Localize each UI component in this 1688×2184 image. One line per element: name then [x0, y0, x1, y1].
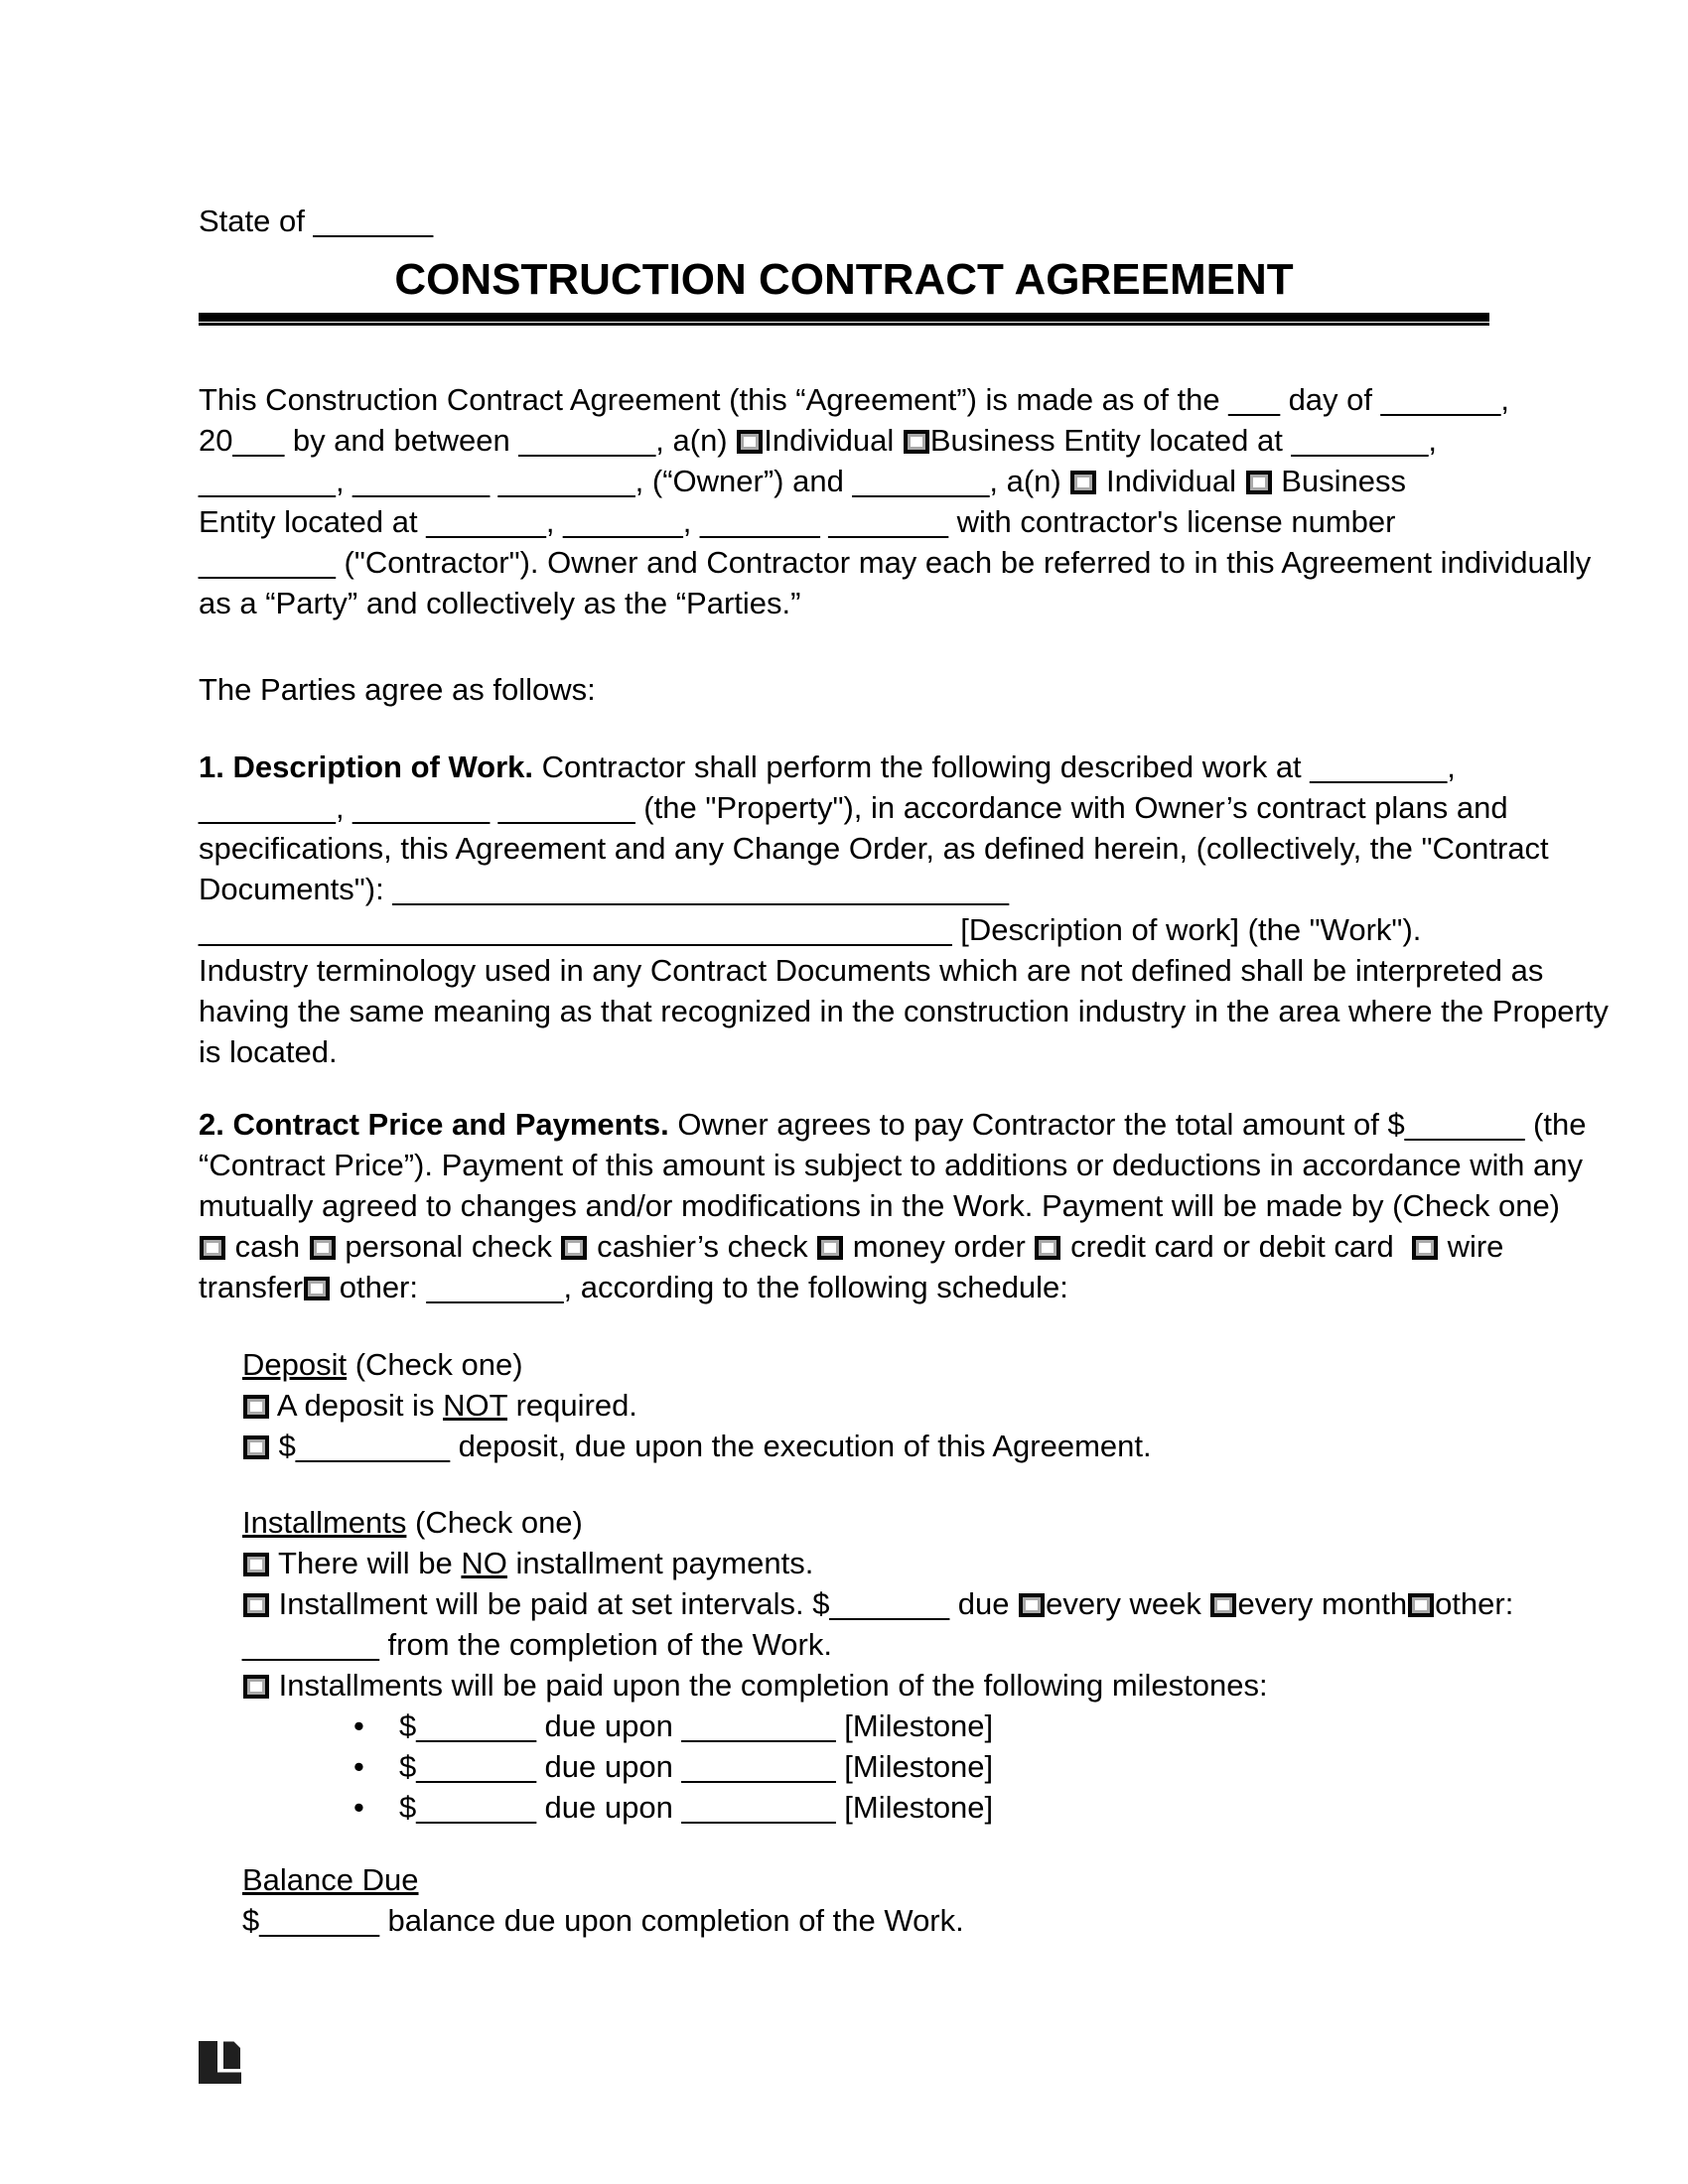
- contractor-zip-blank[interactable]: _______: [828, 504, 949, 539]
- contract-price-blank[interactable]: _______: [1404, 1107, 1525, 1142]
- balance-due-line: $_______ balance due upon completion of the Work.: [242, 1903, 964, 1938]
- installments-option-milestones: Installments will be paid upon the completion of the following milestones:: [242, 1665, 1489, 1706]
- contractor-city-blank[interactable]: _______: [563, 504, 683, 539]
- property-city-blank[interactable]: ________: [199, 790, 336, 825]
- title-rule: [199, 313, 1489, 326]
- payment-other-checkbox[interactable]: [304, 1277, 330, 1300]
- owner-state-blank[interactable]: ________: [352, 464, 491, 498]
- document-title: CONSTRUCTION CONTRACT AGREEMENT: [394, 255, 1294, 304]
- intro-line: ________ ("Contractor"). Owner and Contractor may each be referred to in this Agreement individually: [199, 545, 1592, 580]
- deposit-amount-blank[interactable]: _________: [295, 1429, 451, 1463]
- state-of-blank[interactable]: _______: [313, 204, 434, 238]
- parties-agree-line: The Parties agree as follows:: [199, 672, 596, 707]
- section-2-line: 2. Contract Price and Payments. Owner agrees to pay Contractor the total amount of $_______ (the: [199, 1107, 1587, 1142]
- license-number-blank[interactable]: ________: [199, 545, 336, 580]
- milestone-3-amount-blank[interactable]: _______: [416, 1790, 536, 1825]
- payment-cashiers-check-checkbox[interactable]: [561, 1236, 587, 1260]
- milestone-item-1: • $_______ due upon _________ [Milestone]: [242, 1706, 1489, 1746]
- owner-street-address-blank[interactable]: ________: [1291, 423, 1429, 458]
- milestone-3-name-blank[interactable]: _________: [681, 1790, 836, 1825]
- legal-templates-logo-icon: [199, 2041, 241, 2084]
- property-zip-blank[interactable]: ________: [497, 790, 635, 825]
- owner-name-blank[interactable]: ________: [518, 423, 656, 458]
- milestone-1-name-blank[interactable]: _________: [681, 1708, 836, 1743]
- deposit-option-not-required: A deposit is NOT required.: [242, 1385, 1489, 1426]
- payment-other-blank[interactable]: ________: [426, 1270, 564, 1304]
- deposit-heading: Deposit: [242, 1347, 348, 1382]
- section-2-heading: 2. Contract Price and Payments.: [199, 1107, 669, 1142]
- installment-amount-blank[interactable]: _______: [829, 1586, 950, 1621]
- intro-line: ________, ________ ________, (“Owner”) and ________, a(n) Individual Business: [199, 464, 1406, 498]
- section-1-line: Documents"): ____________________________________: [199, 872, 1010, 906]
- balance-due-section: [242, 1859, 1489, 1941]
- milestone-2-amount-blank[interactable]: _______: [416, 1749, 536, 1784]
- day-blank[interactable]: ___: [1228, 382, 1280, 417]
- milestone-1-amount-blank[interactable]: _______: [416, 1708, 536, 1743]
- bullet-icon: •: [353, 1749, 364, 1784]
- balance-due-heading: Balance Due: [242, 1862, 419, 1897]
- no-installment-payments-checkbox[interactable]: [243, 1553, 269, 1576]
- interval-every-month-checkbox[interactable]: [1210, 1593, 1236, 1617]
- deposit-option-amount: $_________ deposit, due upon the execution of this Agreement.: [242, 1426, 1489, 1466]
- section-1-line: 1. Description of Work. Contractor shall perform the following described work at ________,: [199, 750, 1456, 784]
- intro-line: 20___ by and between ________, a(n) Individual Business Entity located at ________,: [199, 423, 1437, 458]
- section-1-line: specifications, this Agreement and any Change Order, as defined herein, (collectively, the "Contract: [199, 831, 1549, 866]
- installments-option-none: There will be NO installment payments.: [242, 1543, 1489, 1583]
- parties-agree-clause: [199, 669, 1489, 710]
- state-of-label: State of: [199, 204, 314, 238]
- payment-cash-checkbox[interactable]: [200, 1236, 225, 1260]
- year-blank[interactable]: ___: [232, 423, 285, 458]
- contractor-name-blank[interactable]: ________: [852, 464, 990, 498]
- intro-line: as a “Party” and collectively as the “Parties.”: [199, 586, 801, 620]
- section-1-description-of-work: [199, 747, 1609, 1072]
- payment-personal-check-checkbox[interactable]: [310, 1236, 336, 1260]
- contractor-state-blank[interactable]: _______: [700, 504, 820, 539]
- installments-option-intervals-continued: ________ from the completion of the Work.: [242, 1627, 832, 1662]
- milestone-item-2: • $_______ due upon _________ [Milestone]: [242, 1746, 1489, 1787]
- milestone-item-3: • $_______ due upon _________ [Milestone]: [242, 1787, 1489, 1828]
- not-emphasis: NOT: [443, 1388, 507, 1423]
- installments-heading: Installments: [242, 1505, 407, 1540]
- section-1-line: ____________________________________________ [Description of work] (the "Work").: [199, 912, 1422, 947]
- milestone-2-name-blank[interactable]: _________: [681, 1749, 836, 1784]
- installments-heading-line: Installments (Check one): [242, 1505, 583, 1540]
- page-content: [199, 0, 1609, 1941]
- contractor-business-entity-checkbox[interactable]: [1246, 471, 1272, 494]
- deposit-options: [242, 1344, 1489, 1466]
- section-2-contract-price-and-payments: [199, 1104, 1587, 1307]
- property-state-blank[interactable]: ________: [352, 790, 491, 825]
- deposit-required-checkbox[interactable]: [243, 1435, 269, 1459]
- owner-city-blank[interactable]: ________: [199, 464, 336, 498]
- section-2-line: cash personal check cashier’s check money order credit card or debit card wire: [199, 1226, 1489, 1267]
- owner-individual-checkbox[interactable]: [737, 430, 763, 454]
- property-street-address-blank[interactable]: ________: [1310, 750, 1448, 784]
- contractor-individual-checkbox[interactable]: [1070, 471, 1096, 494]
- section-1-heading: 1. Description of Work.: [199, 750, 534, 784]
- state-of-line: [199, 201, 1489, 241]
- payment-credit-debit-card-checkbox[interactable]: [1035, 1236, 1060, 1260]
- payment-money-order-checkbox[interactable]: [817, 1236, 843, 1260]
- balance-due-amount-blank[interactable]: _______: [259, 1903, 379, 1938]
- section-2-line: mutually agreed to changes and/or modifications in the Work. Payment will be made by (Check one): [199, 1188, 1561, 1223]
- installments-option-intervals: Installment will be paid at set intervals. $_______ due every week every month other:: [242, 1583, 1489, 1624]
- installments-set-intervals-checkbox[interactable]: [243, 1593, 269, 1617]
- interval-other-blank[interactable]: ________: [242, 1627, 379, 1662]
- section-2-line: “Contract Price”). Payment of this amount is subject to additions or deductions in accordance with any: [199, 1148, 1583, 1182]
- section-1-line: is located.: [199, 1034, 338, 1069]
- no-emphasis: NO: [461, 1546, 507, 1580]
- section-1-line: having the same meaning as that recognized in the construction industry in the area where the Property: [199, 994, 1609, 1028]
- intro-line: This Construction Contract Agreement (this “Agreement”) is made as of the ___ day of _______,: [199, 382, 1509, 417]
- month-blank[interactable]: _______: [1380, 382, 1501, 417]
- bullet-icon: •: [353, 1708, 364, 1743]
- section-2-line: transfer other: ________, according to the following schedule:: [199, 1270, 1068, 1304]
- contract-documents-blank[interactable]: ____________________________________: [392, 872, 1010, 906]
- interval-other-checkbox[interactable]: [1408, 1593, 1434, 1617]
- section-1-line: ________, ________ ________ (the "Property"), in accordance with Owner’s contract plans and: [199, 790, 1508, 825]
- owner-zip-blank[interactable]: ________: [497, 464, 635, 498]
- owner-business-entity-checkbox[interactable]: [904, 430, 929, 454]
- deposit-heading-line: Deposit (Check one): [242, 1347, 523, 1382]
- interval-every-week-checkbox[interactable]: [1019, 1593, 1045, 1617]
- payment-wire-transfer-checkbox[interactable]: [1412, 1236, 1438, 1260]
- bullet-icon: •: [353, 1790, 364, 1825]
- installments-milestones-checkbox[interactable]: [243, 1675, 269, 1699]
- balance-due-heading-line: [242, 1859, 1489, 1900]
- intro-paragraph: [199, 379, 1592, 623]
- section-1-line: Industry terminology used in any Contract Documents which are not defined shall be interpreted as: [199, 953, 1544, 988]
- installments-options: [242, 1502, 1514, 1828]
- intro-line: Entity located at _______, _______, _______ _______ with contractor's license number: [199, 504, 1396, 539]
- contractor-street-address-blank[interactable]: _______: [426, 504, 546, 539]
- deposit-not-required-checkbox[interactable]: [243, 1395, 269, 1419]
- description-of-work-blank[interactable]: ____________________________________________: [199, 912, 952, 947]
